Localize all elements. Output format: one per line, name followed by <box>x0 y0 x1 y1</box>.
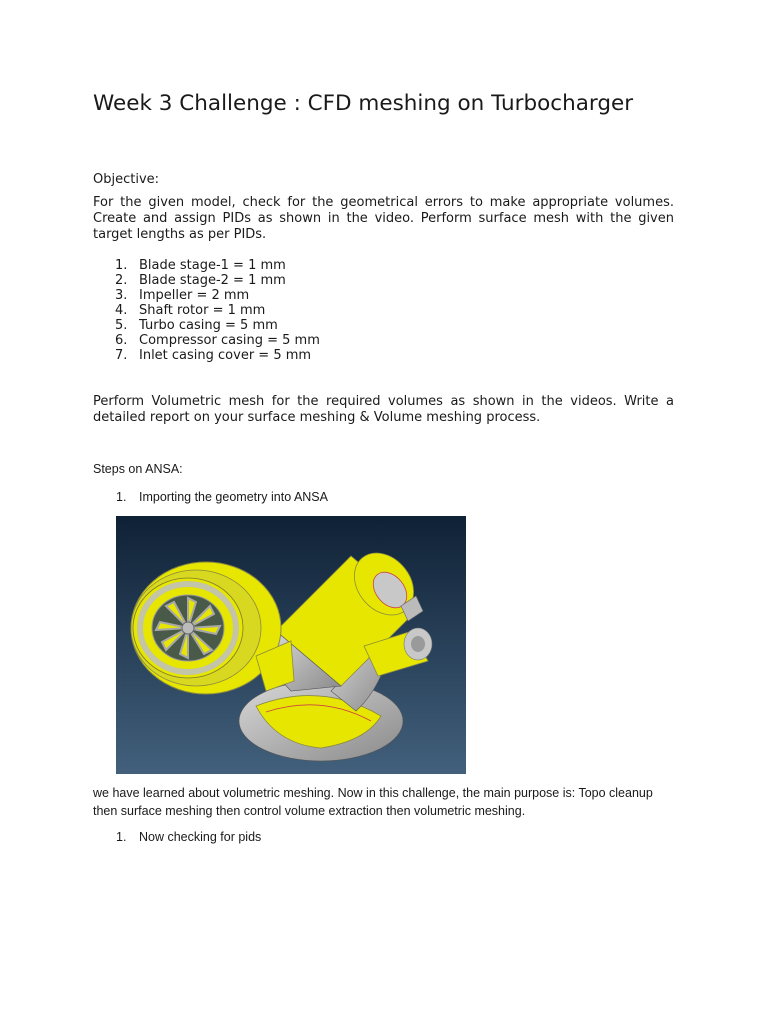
step-text: Importing the geometry into ANSA <box>139 490 328 504</box>
list-text: Inlet casing cover = 5 mm <box>139 348 312 363</box>
page-title: Week 3 Challenge : CFD meshing on Turbocharger <box>93 91 634 116</box>
list-number: 3. <box>115 288 128 303</box>
list-number: 2. <box>115 273 128 288</box>
list-number: 4. <box>115 303 128 318</box>
steps-label: Steps on ANSA: <box>93 462 183 476</box>
list-text: Impeller = 2 mm <box>139 288 250 303</box>
list-text: Compressor casing = 5 mm <box>139 333 320 348</box>
target-length-item <box>93 333 320 348</box>
objective-label: Objective: <box>93 172 160 187</box>
target-length-list <box>93 258 320 363</box>
target-length-item <box>93 303 320 318</box>
target-length-item <box>93 348 320 363</box>
list-number: 1. <box>115 258 128 273</box>
step-text: Now checking for pids <box>139 830 262 844</box>
turbocharger-render <box>116 516 466 774</box>
list-number: 7. <box>115 348 128 363</box>
target-length-item <box>93 273 320 288</box>
list-text: Blade stage-1 = 1 mm <box>139 258 286 273</box>
objective-paragraph: For the given model, check for the geometrical errors to make appropriate volumes. Create and assign PIDs as shown in the video. Perform surface mesh with the given target lengths as per PIDs. <box>93 195 674 242</box>
target-length-item <box>93 318 320 333</box>
target-length-item <box>93 288 320 303</box>
list-number: 6. <box>115 333 128 348</box>
step-number: 1. <box>116 490 127 504</box>
list-number: 5. <box>115 318 128 333</box>
turbocharger-image <box>116 516 466 774</box>
volumetric-paragraph: Perform Volumetric mesh for the required volumes as shown in the videos. Write a detailed report on your surface meshing & Volume meshing process. <box>93 394 674 425</box>
list-text: Shaft rotor = 1 mm <box>139 303 266 318</box>
list-text: Blade stage-2 = 1 mm <box>139 273 286 288</box>
target-length-item <box>93 258 320 273</box>
step-number: 1. <box>116 830 127 844</box>
list-text: Turbo casing = 5 mm <box>139 318 278 333</box>
summary-paragraph: we have learned about volumetric meshing. Now in this challenge, the main purpose is: Topo cleanup then surface meshing then control volume extraction then volumetric meshing. <box>93 786 653 818</box>
